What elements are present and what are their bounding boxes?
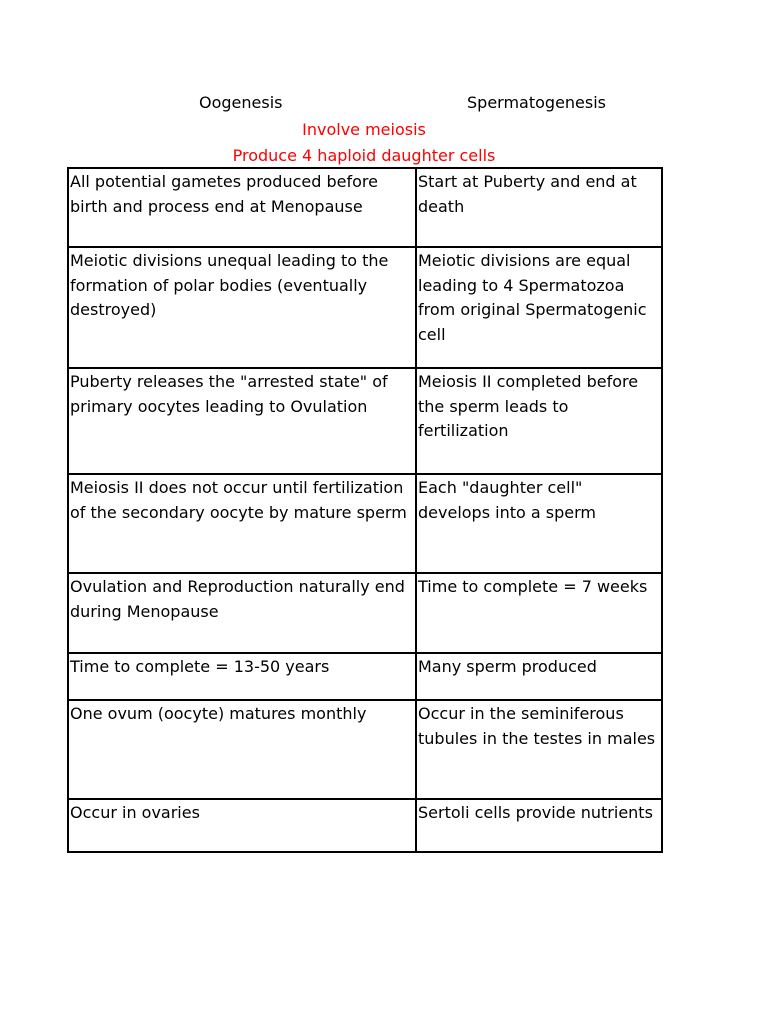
spermatogenesis-cell: Sertoli cells provide nutrients <box>416 799 662 852</box>
table-row <box>68 700 662 799</box>
oogenesis-cell: Meiotic divisions unequal leading to the formation of polar bodies (eventually destroyed) <box>68 247 416 368</box>
oogenesis-cell: Ovulation and Reproduction naturally end during Menopause <box>68 573 416 653</box>
spermatogenesis-cell: Time to complete = 7 weeks <box>416 573 662 653</box>
table-row <box>68 573 662 653</box>
spermatogenesis-cell: Meiosis II completed before the sperm leads to fertilization <box>416 368 662 474</box>
oogenesis-heading: Oogenesis <box>199 93 283 112</box>
spermatogenesis-heading: Spermatogenesis <box>467 93 607 112</box>
table-row <box>68 653 662 700</box>
shared-trait-haploid-cells: Produce 4 haploid daughter cells <box>232 146 496 165</box>
table-row <box>68 247 662 368</box>
table-row <box>68 474 662 573</box>
spermatogenesis-cell: Start at Puberty and end at death <box>416 168 662 247</box>
spermatogenesis-cell: Each "daughter cell" develops into a sperm <box>416 474 662 573</box>
oogenesis-cell: Occur in ovaries <box>68 799 416 852</box>
spermatogenesis-cell: Occur in the seminiferous tubules in the testes in males <box>416 700 662 799</box>
spermatogenesis-cell: Many sperm produced <box>416 653 662 700</box>
oogenesis-cell: Meiosis II does not occur until fertilization of the secondary oocyte by mature sperm <box>68 474 416 573</box>
shared-trait-meiosis: Involve meiosis <box>302 120 426 139</box>
oogenesis-cell: Puberty releases the "arrested state" of primary oocytes leading to Ovulation <box>68 368 416 474</box>
comparison-table <box>67 167 663 853</box>
table-row <box>68 168 662 247</box>
oogenesis-cell: Time to complete = 13-50 years <box>68 653 416 700</box>
spermatogenesis-cell: Meiotic divisions are equal leading to 4 Spermatozoa from original Spermatogenic cell <box>416 247 662 368</box>
table-row <box>68 799 662 852</box>
oogenesis-cell: All potential gametes produced before birth and process end at Menopause <box>68 168 416 247</box>
table-row <box>68 368 662 474</box>
oogenesis-cell: One ovum (oocyte) matures monthly <box>68 700 416 799</box>
